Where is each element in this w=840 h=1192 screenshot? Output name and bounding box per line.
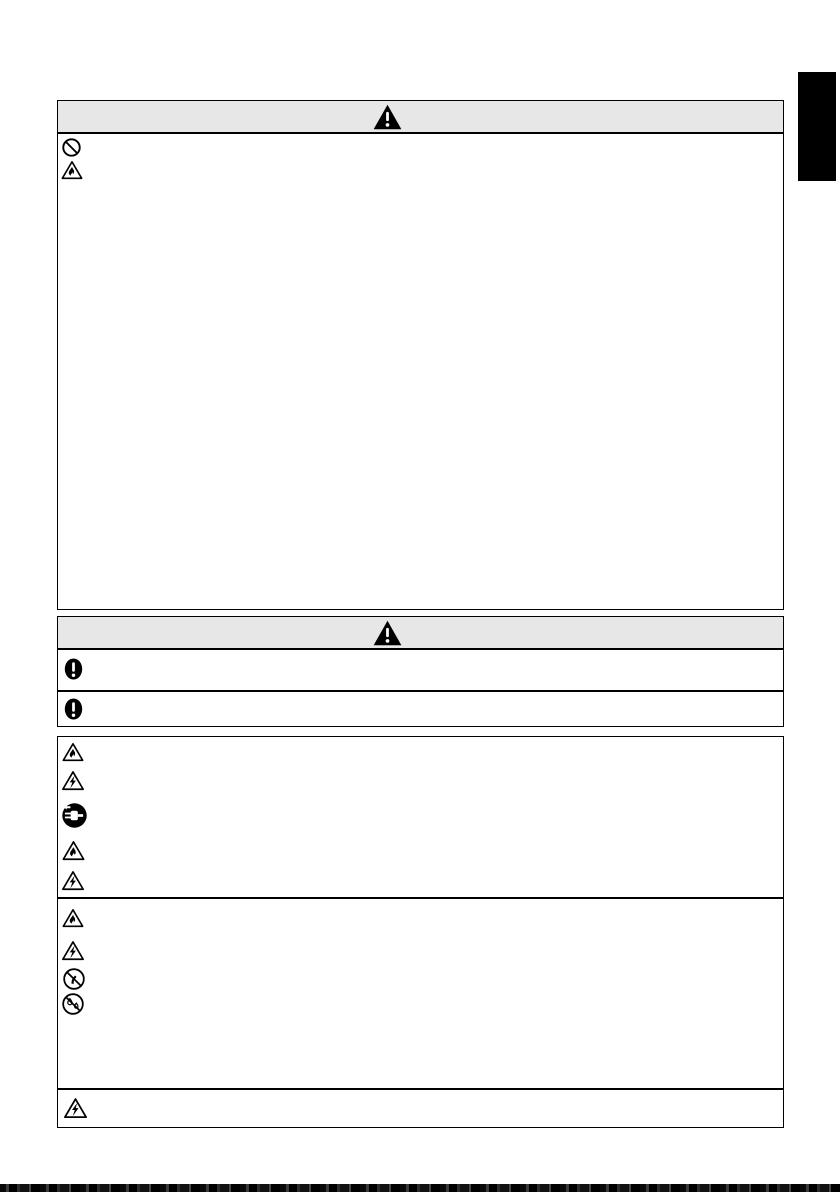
fire-warning-icon	[61, 160, 83, 180]
warning-header-bar	[58, 101, 783, 134]
prohibition-icon	[62, 138, 81, 157]
electric-shock-warning-icon	[61, 870, 85, 891]
fire-warning-icon	[62, 908, 84, 928]
caution-section-upper	[57, 616, 784, 727]
electric-shock-warning-icon	[61, 770, 85, 791]
electric-shock-warning-icon	[63, 1097, 88, 1119]
unplug-power-icon	[62, 803, 87, 828]
warning-body	[58, 134, 783, 609]
row-divider	[58, 690, 783, 692]
warning-triangle-icon	[373, 104, 402, 130]
row-divider	[58, 897, 783, 899]
row-divider	[58, 1088, 783, 1090]
no-water-icon	[62, 993, 84, 1015]
caution-upper-body	[58, 650, 783, 725]
page-bottom-scan-artifact	[0, 1184, 840, 1192]
mandatory-exclamation-icon	[64, 698, 83, 720]
fire-warning-icon	[62, 840, 85, 861]
caution-section-lower	[57, 736, 784, 1128]
mandatory-exclamation-icon	[64, 658, 83, 680]
caution-header-bar	[58, 617, 783, 650]
no-touch-icon	[63, 968, 85, 990]
electric-shock-warning-icon	[61, 940, 85, 961]
caution-lower-body	[58, 737, 783, 1126]
fire-warning-icon	[62, 742, 84, 762]
chapter-tab	[798, 72, 836, 181]
warning-triangle-icon	[373, 620, 402, 646]
warning-section	[57, 100, 784, 610]
